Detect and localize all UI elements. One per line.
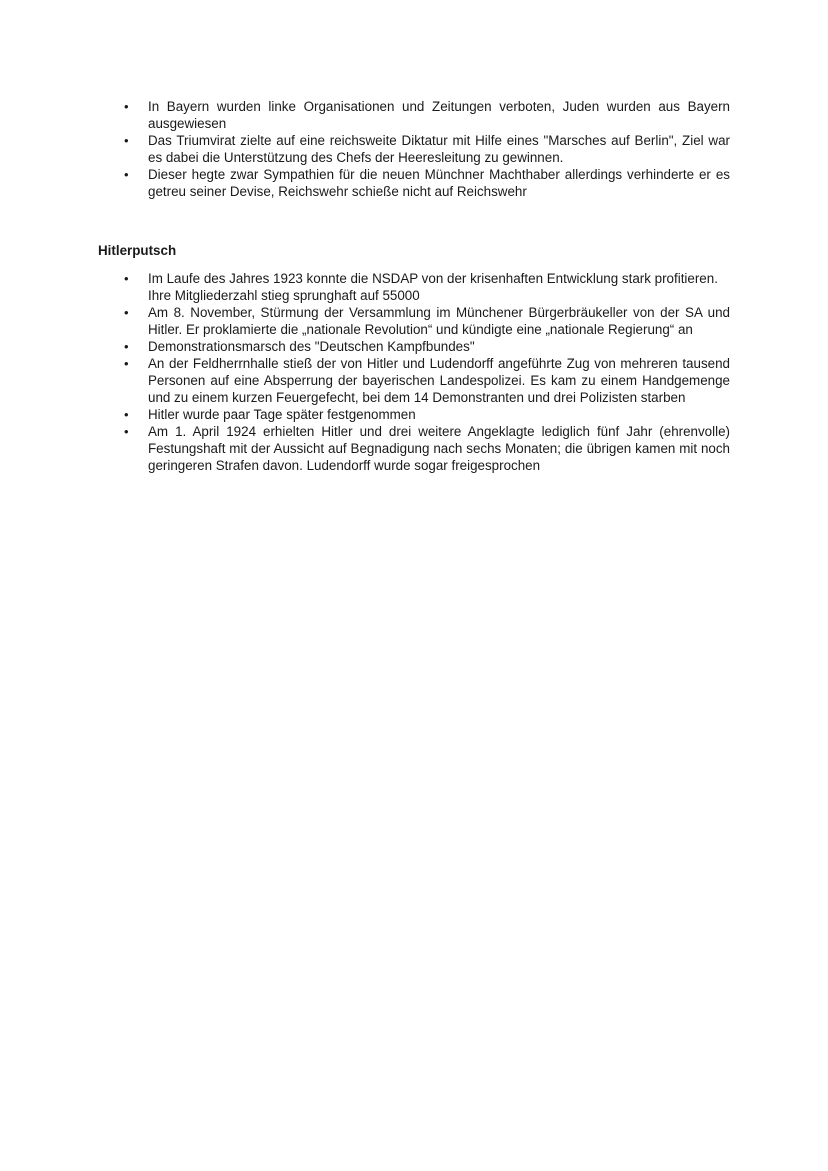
bullet-glyph: • (124, 407, 129, 422)
bullet-glyph: • (124, 133, 129, 148)
list-item (0, 166, 730, 200)
list-item-text: Hitler wurde paar Tage später festgenommen (148, 407, 416, 422)
bullet-glyph: • (124, 424, 129, 439)
list-item (0, 423, 730, 474)
section-heading: Hitlerputsch (98, 243, 177, 258)
list-item (0, 304, 730, 338)
hitlerputsch-bullet-list (0, 270, 828, 474)
list-item (0, 132, 730, 166)
list-item-text: Das Triumvirat zielte auf eine reichsweite Diktatur mit Hilfe eines "Marsches auf Berlin", Ziel war es dabei die Unterstützung des Chefs der Heeresleitung zu gewinnen. (148, 133, 730, 165)
list-item-text: Am 8. November, Stürmung der Versammlung im Münchener Bürgerbräukeller von der SA und Hitler. Er proklamierte die „nationale Revolution“ und kündigte eine „nationale Regierung“ an (148, 305, 730, 337)
bullet-glyph: • (124, 305, 129, 320)
intro-bullet-list (0, 98, 828, 200)
list-item-text: Im Laufe des Jahres 1923 konnte die NSDAP von der krisenhaften Entwicklung stark profitieren. Ihre Mitgliederzahl stieg sprunghaft auf 55000 (148, 271, 718, 303)
list-item (0, 98, 730, 132)
list-item-text: Am 1. April 1924 erhielten Hitler und drei weitere Angeklagte lediglich fünf Jahr (ehrenvolle) Festungshaft mit der Aussicht auf Begnadigung nach sechs Monaten; die übrigen kamen mit noch geringeren Strafen davon. Ludendorff wurde sogar freigesprochen (148, 424, 730, 473)
list-item-text: In Bayern wurden linke Organisationen und Zeitungen verboten, Juden wurden aus Bayern ausgewiesen (148, 99, 730, 131)
list-item-text: Dieser hegte zwar Sympathien für die neuen Münchner Machthaber allerdings verhinderte er es getreu seiner Devise, Reichswehr schieße nicht auf Reichswehr (148, 167, 730, 199)
bullet-glyph: • (124, 99, 129, 114)
bullet-glyph: • (124, 356, 129, 371)
bullet-glyph: • (124, 339, 129, 354)
list-item (0, 270, 730, 304)
list-item-text: Demonstrationsmarsch des "Deutschen Kampfbundes" (148, 339, 475, 354)
bullet-glyph: • (124, 167, 129, 182)
list-item (0, 355, 730, 406)
list-item (0, 338, 730, 355)
bullet-glyph: • (124, 271, 129, 286)
list-item-text: An der Feldherrnhalle stieß der von Hitler und Ludendorff angeführte Zug von mehreren tausend Personen auf eine Absperrung der bayerischen Landespolizei. Es kam zu einem Handgemenge und zu einem kurzen Feuergefecht, bei dem 14 Demonstranten und drei Polizisten starben (148, 356, 730, 405)
list-item (0, 406, 730, 423)
